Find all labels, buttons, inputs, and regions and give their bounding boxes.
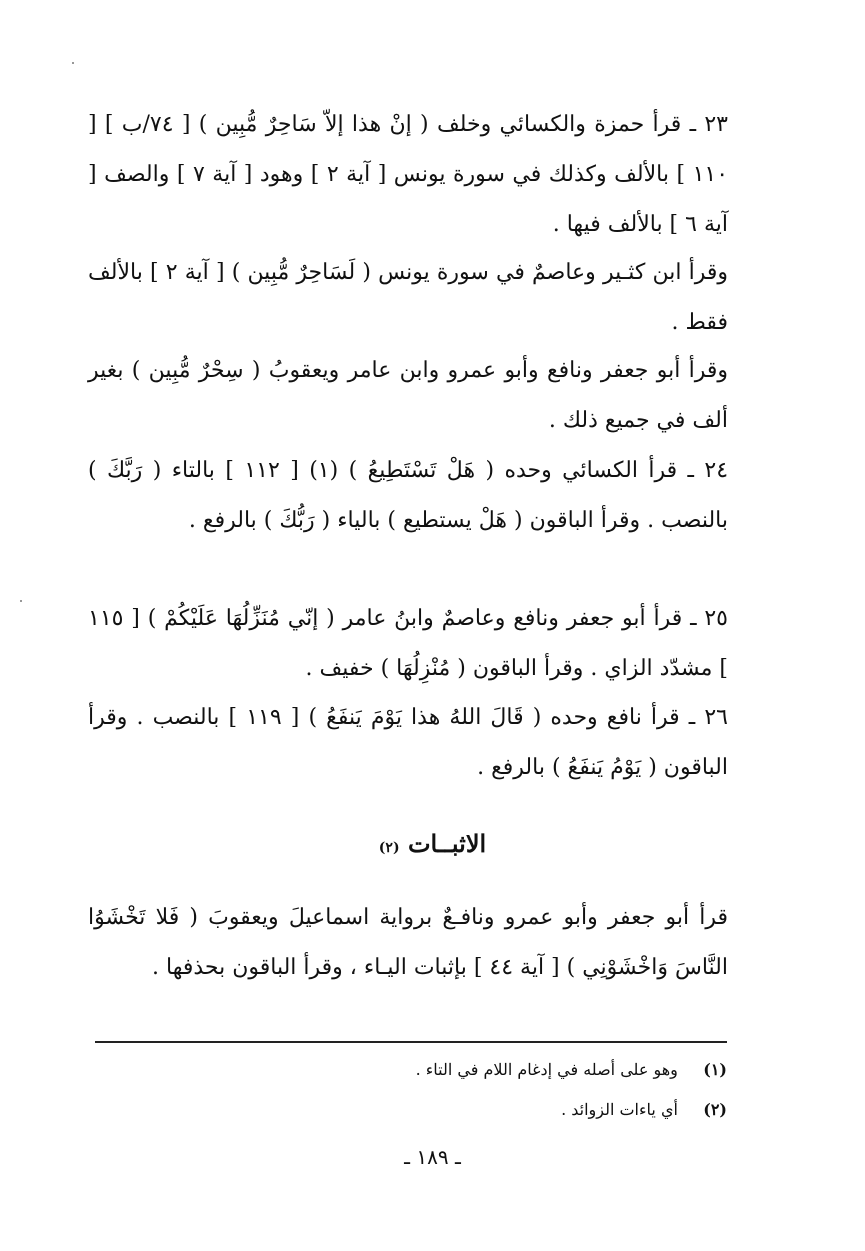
footnote-number: (١): [703, 1060, 727, 1079]
paragraph-23: ٢٣ ـ قرأ حمزة والكسائي وخلف ( إنْ هذا إلاّ سَاحِرٌ مُّبِين ) [ ٧٤/ب ] [ ١١٠ ] بالألف وكذلك في سورة يونس [ آية ٢ ] وهود [ آية ٧ ] والصف [ آية ٦ ] بالألف فيها .: [88, 112, 729, 237]
paragraph-25: ٢٥ ـ قرأ أبو جعفر ونافع وعاصمٌ وابنُ عامر ( إنّي مُنَزِّلُهَا عَلَيْكُمْ ) [ ١١٥ ] مشدّد الزاي . وقرأ الباقون ( مُنْزِلُهَا ) خفيف .: [88, 606, 728, 681]
scan-speck: [72, 62, 74, 64]
footnote-text: أي ياءات الزوائد .: [561, 1100, 678, 1119]
footnote-divider: [95, 1041, 727, 1043]
paragraph-abu-jafar: وقرأ أبو جعفر ونافع وأبو عمرو وابن عامر ويعقوبُ ( سِحْرٌ مُّبِين ) بغير ألف في جميع ذلك .: [88, 358, 728, 433]
paragraph-26: ٢٦ ـ قرأ نافع وحده ( قَالَ اللهُ هذا يَوْمَ يَنفَعُ ) [ ١١٩ ] بالنصب . وقرأ الباقون ( يَوْمُ يَنفَعُ ) بالرفع .: [88, 705, 728, 780]
footnote-item: [95, 1050, 727, 1090]
scan-speck: [20, 600, 22, 602]
paragraph-ithbat: قرأ أبو جعفر وأبو عمرو ونافـعٌ برواية اسماعيلَ ويعقوبَ ( فَلا تَخْشَوُا النَّاسَ وَاخْشَوْنِي ) [ آية ٤٤ ] بإثبات اليـاء ، وقرأ الباقون بحذفها .: [88, 905, 728, 980]
page-number: ـ ١٨٩ ـ: [404, 1145, 461, 1169]
section-title: الاثبــات: [407, 829, 487, 858]
section-footnote-ref: (٢): [378, 840, 400, 856]
section-heading: [0, 822, 865, 870]
footnote-text: وهو على أصله في إدغام اللام في التاء .: [415, 1060, 678, 1079]
paragraph-ibn-kathir: وقرأ ابن كثـير وعاصمٌ في سورة يونس ( لَسَاحِرٌ مُّبِين ) [ آية ٢ ] بالألف فقط .: [88, 260, 729, 335]
footnote-number: (٢): [703, 1100, 727, 1119]
footnote-item: [95, 1090, 727, 1130]
paragraph-24: ٢٤ ـ قرأ الكسائي وحده ( هَلْ تَسْتَطِيعُ ) (١) [ ١١٢ ] بالتاء ( رَبَّكَ ) بالنصب . وقرأ الباقون ( هَلْ يستطيع ) بالياء ( رَبُّكَ ) بالرفع .: [88, 458, 729, 533]
footnotes: [95, 1050, 727, 1130]
